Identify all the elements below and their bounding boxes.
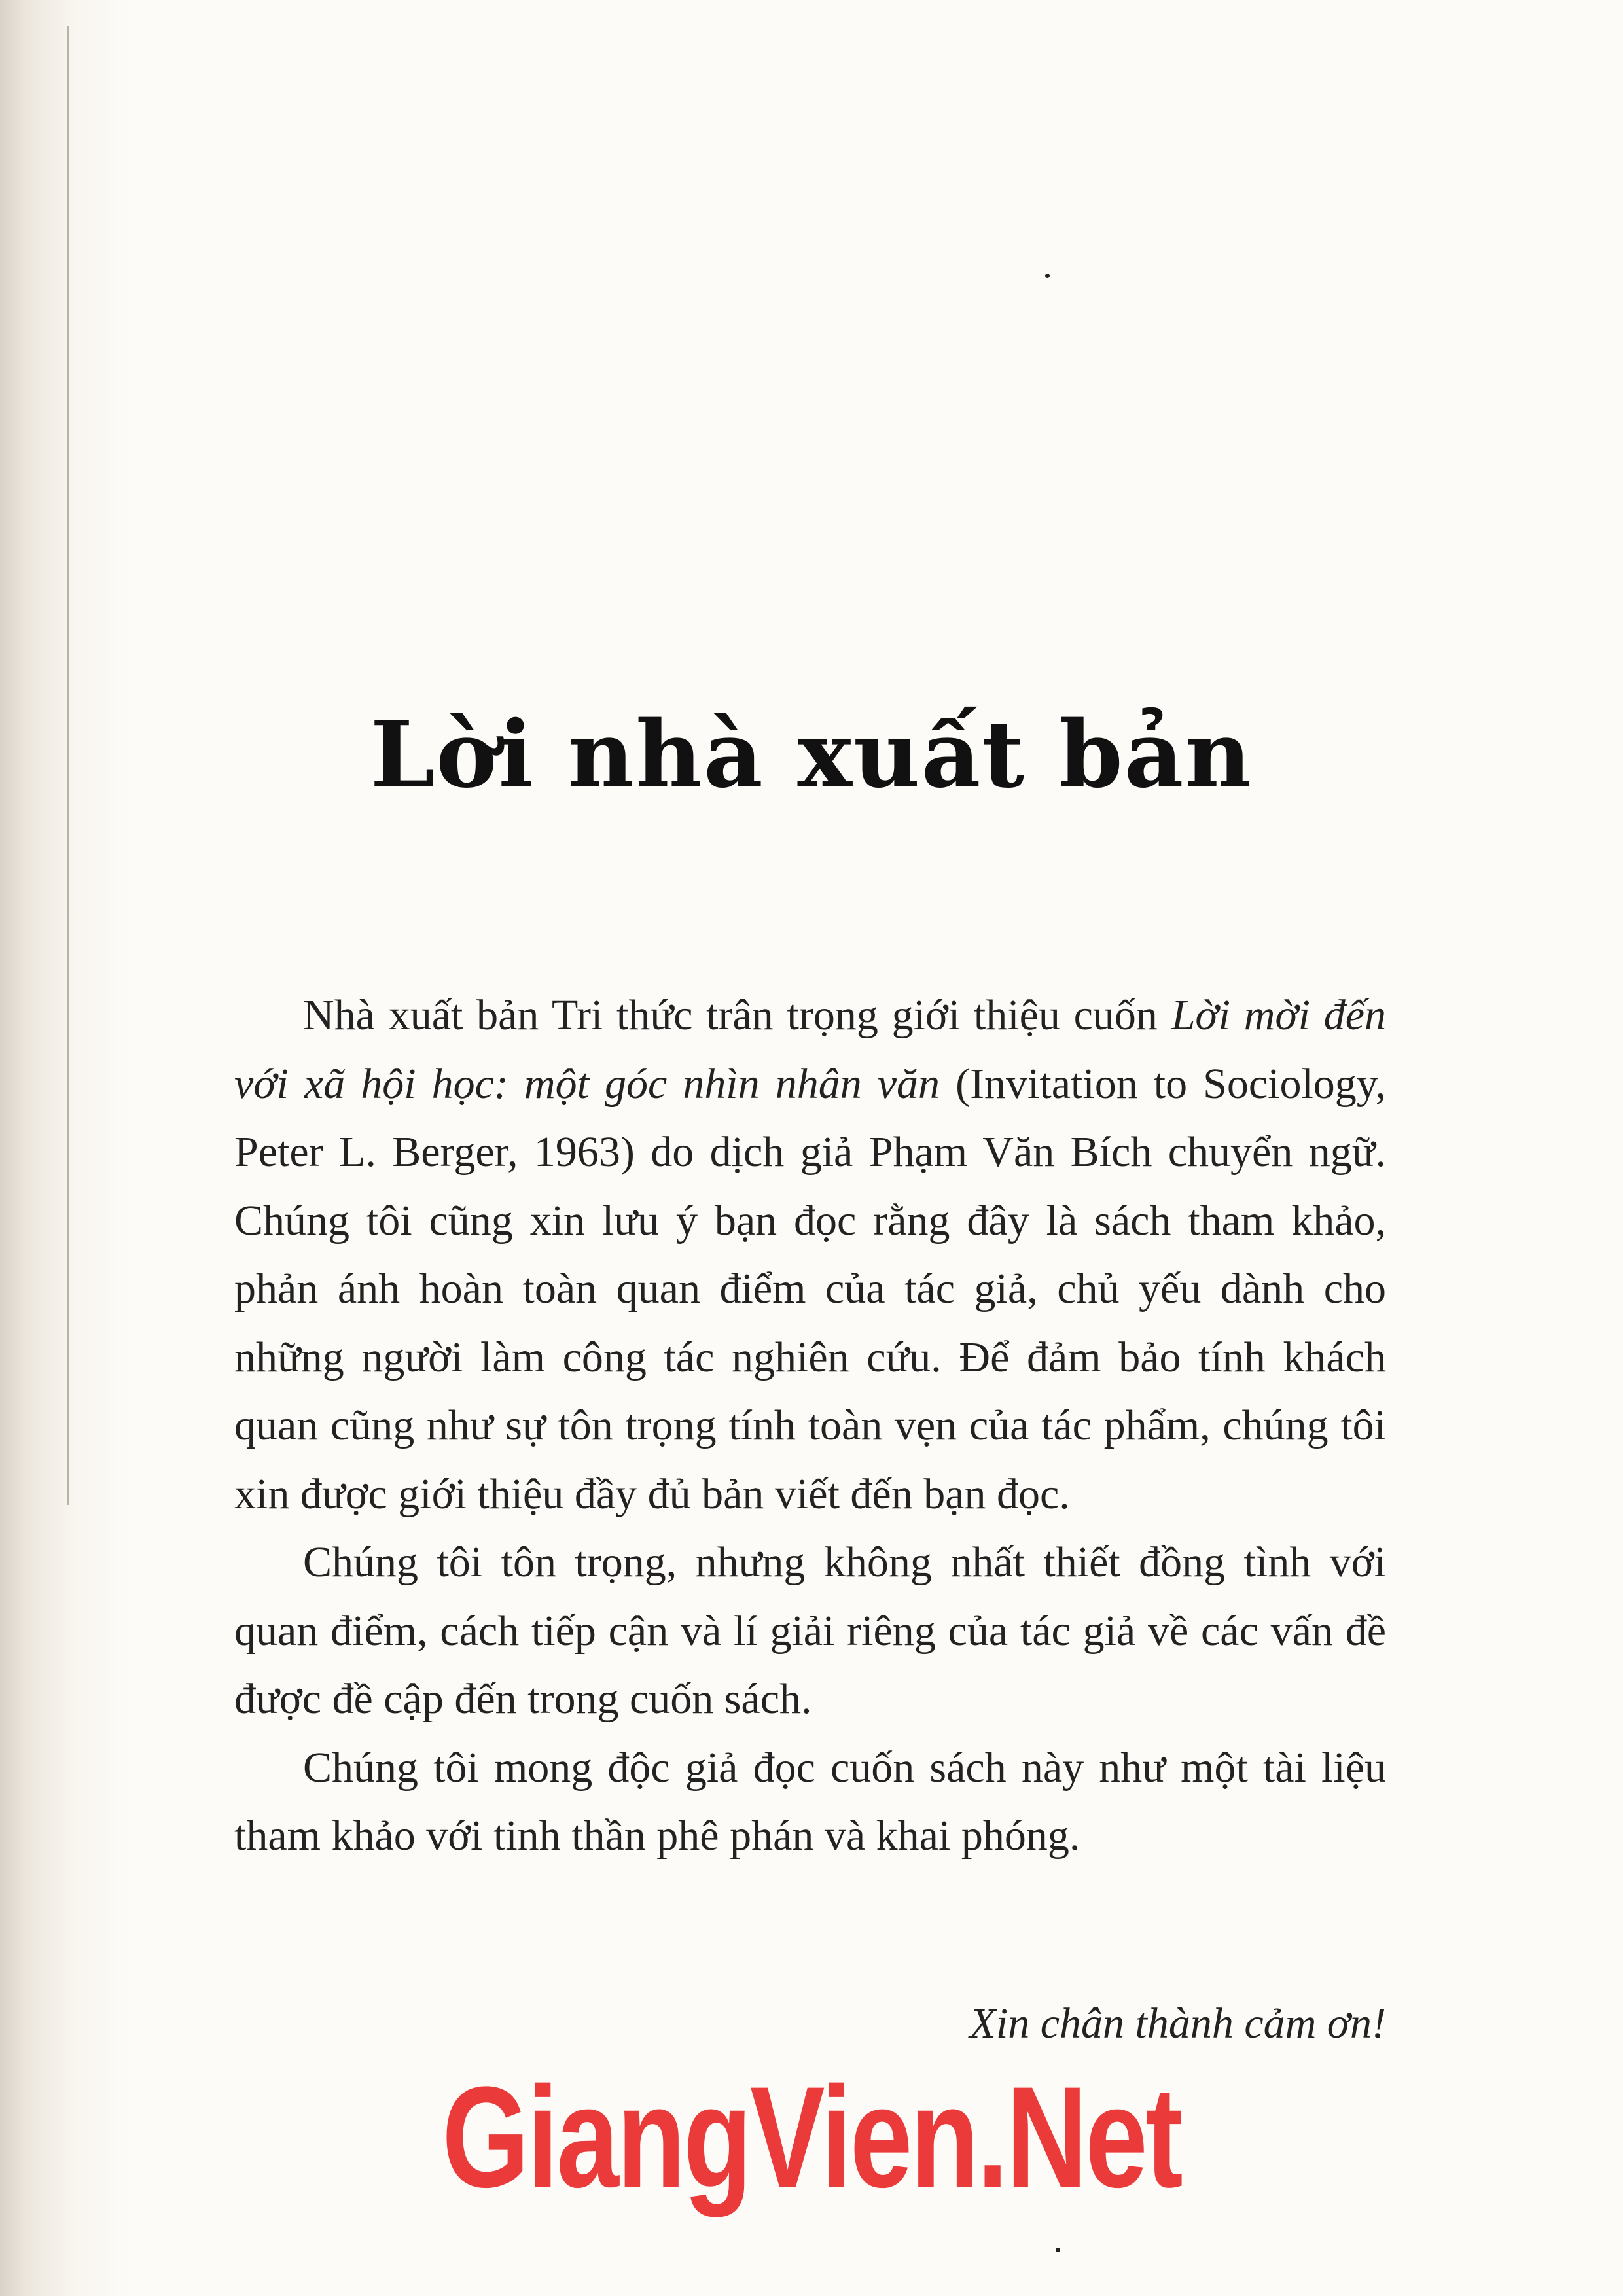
scan-speck xyxy=(1045,274,1050,278)
paragraph-1 xyxy=(234,981,1386,1528)
paragraph-2: Chúng tôi tôn trọng, nhưng không nhất thiết đồng tình với quan điểm, cách tiếp cận và lí giải riêng của tác giả về các vấn đề được đề cập đến trong cuốn sách. xyxy=(234,1538,1386,1723)
watermark-text: GiangVien.Net xyxy=(442,2057,1181,2217)
body-text xyxy=(234,981,1386,1871)
page-title: Lời nhà xuất bản xyxy=(370,701,1253,809)
paragraph-1-intro: Nhà xuất bản Tri thức trân trọng giới thiệu cuốn xyxy=(303,991,1171,1039)
closing-line: Xin chân thành cảm ơn! xyxy=(969,2000,1386,2047)
paragraph-3: Chúng tôi mong độc giả đọc cuốn sách này như một tài liệu tham khảo với tinh thần phê phán và khai phóng. xyxy=(234,1743,1386,1860)
book-title: Lời mời đến với xã hội học: một góc nhìn nhân văn xyxy=(234,991,1386,1108)
scan-speck xyxy=(1056,2248,1060,2252)
paragraph-1-rest: (Invitation to Sociology, Peter L. Berger, 1963) do dịch giả Phạm Văn Bích chuyển ngữ. Chúng tôi cũng xin lưu ý bạn đọc rằng đây là sách tham khảo, phản ánh hoàn toàn quan điểm của tác giả, chủ yếu dành cho những người làm công tác nghiên cứu. Để đảm bảo tính khách quan cũng như sự tôn trọng tính toàn vẹn của tác phẩm, chúng tôi xin được giới thiệu đầy đủ bản viết đến bạn đọc. xyxy=(234,1059,1387,1518)
